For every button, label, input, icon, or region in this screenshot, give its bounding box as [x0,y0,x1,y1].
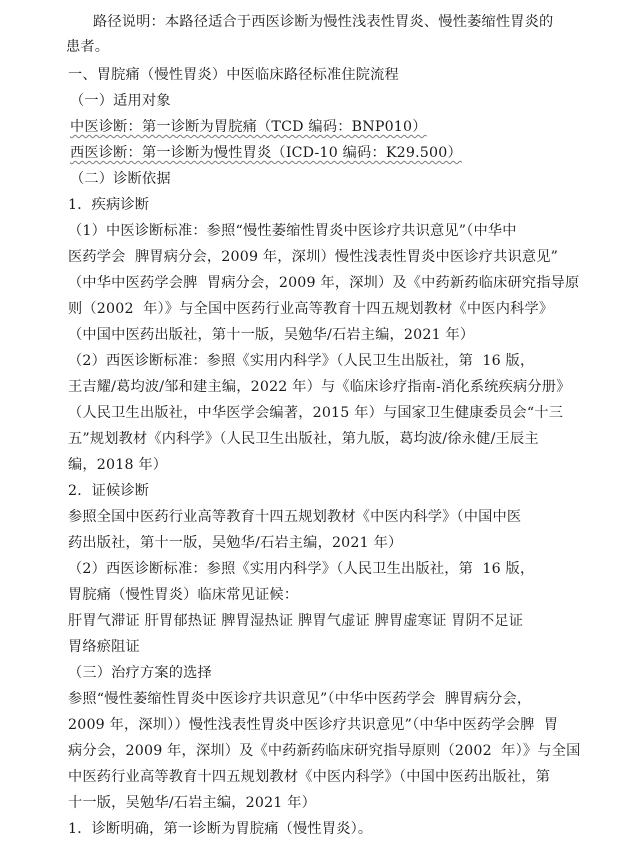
paragraph-line: （1）中医诊断标准：参照“慢性萎缩性胃炎中医诊疗共识意见”（中华中 [68,223,517,239]
item-syndrome-diagnosis: 2．证候诊断 [68,483,150,499]
paragraph-line: （2）西医诊断标准：参照《实用内科学》（人民卫生出版社，第 16 版， [68,353,535,369]
item-disease-diagnosis: 1．疾病诊断 [68,197,150,213]
section-heading-1: 一、胃脘痛（慢性胃炎）中医临床路径标准住院流程 [68,67,399,83]
paragraph-line: 则（2002 年）》与全国中医药行业高等教育十四五规划教材《中医内科学》 [68,301,554,317]
syndrome-list-line: 胃络瘀阻证 [68,639,140,655]
paragraph-line: 药出版社，第十一版，吴勉华/石岩主编，2021 年） [68,535,403,551]
paragraph-line: 参照全国中医药行业高等教育十四五规划教材《中医内科学》（中国中医 [68,509,522,525]
paragraph-line: 编，2018 年） [68,457,168,473]
paragraph-line: 五”规划教材《内科学》（人民卫生出版社，第九版，葛均波/徐永健/王辰主 [68,431,539,447]
paragraph-line: 医药学会 脾胃病分会，2009 年，深圳）慢性浅表性胃炎中医诊疗共识意见” [68,249,559,265]
paragraph-line: 中医药行业高等教育十四五规划教材《中医内科学》（中国中医药出版社，第 [68,769,551,785]
paragraph-line: （人民卫生出版社，中华医学会编著，2015 年）与国家卫生健康委员会“十三 [68,405,564,421]
paragraph-line: （中国中医药出版社，第十一版，吴勉华/石岩主编，2021 年） [68,327,475,343]
path-description-line-1: 路径说明：本路径适合于西医诊断为慢性浅表性胃炎、慢性萎缩性胃炎的 [93,14,554,30]
paragraph-line: （2）西医诊断标准：参照《实用内科学》（人民卫生出版社，第 16 版， [68,561,535,577]
western-diagnosis-line: 西医诊断：第一诊断为慢性胃炎（ICD-10 编码：K29.500） [70,145,462,161]
paragraph-line: 2009 年，深圳））慢性浅表性胃炎中医诊疗共识意见”（中华中医药学会脾 胃 [68,717,559,733]
tcm-diagnosis-line: 中医诊断：第一诊断为胃脘痛（TCD 编码：BNP010） [70,119,427,135]
paragraph-line: 参照“慢性萎缩性胃炎中医诊疗共识意见”（中华中医药学会 脾胃病分会， [68,691,532,707]
paragraph-line: 胃脘痛（慢性胃炎）临床常见证候： [68,587,299,603]
subheading-treatment-selection: （三）治疗方案的选择 [68,665,212,681]
path-description-line-2: 患者。 [66,39,110,55]
paragraph-line: 病分会，2009 年，深圳）及《中药新药临床研究指导原则（2002 年）》与全国 [68,743,581,759]
syndrome-list-line: 肝胃气滞证 肝胃郁热证 脾胃湿热证 脾胃气虚证 脾胃虚寒证 胃阴不足证 [68,613,524,629]
paragraph-line: 十一版，吴勉华/石岩主编，2021 年） [68,795,317,811]
item-diagnosis-confirmed: 1．诊断明确，第一诊断为胃脘痛（慢性胃炎）。 [68,821,373,837]
subheading-applicable-objects: （一）适用对象 [70,93,171,109]
paragraph-line: （中华中医药学会脾 胃病分会，2009 年，深圳）及《中药新药临床研究指导原 [68,275,580,291]
subheading-diagnosis-basis: （二）诊断依据 [70,171,171,187]
paragraph-line: 王吉耀/葛均波/邹和建主编，2022 年）与《临床诊疗指南-消化系统疾病分册》 [68,379,571,395]
